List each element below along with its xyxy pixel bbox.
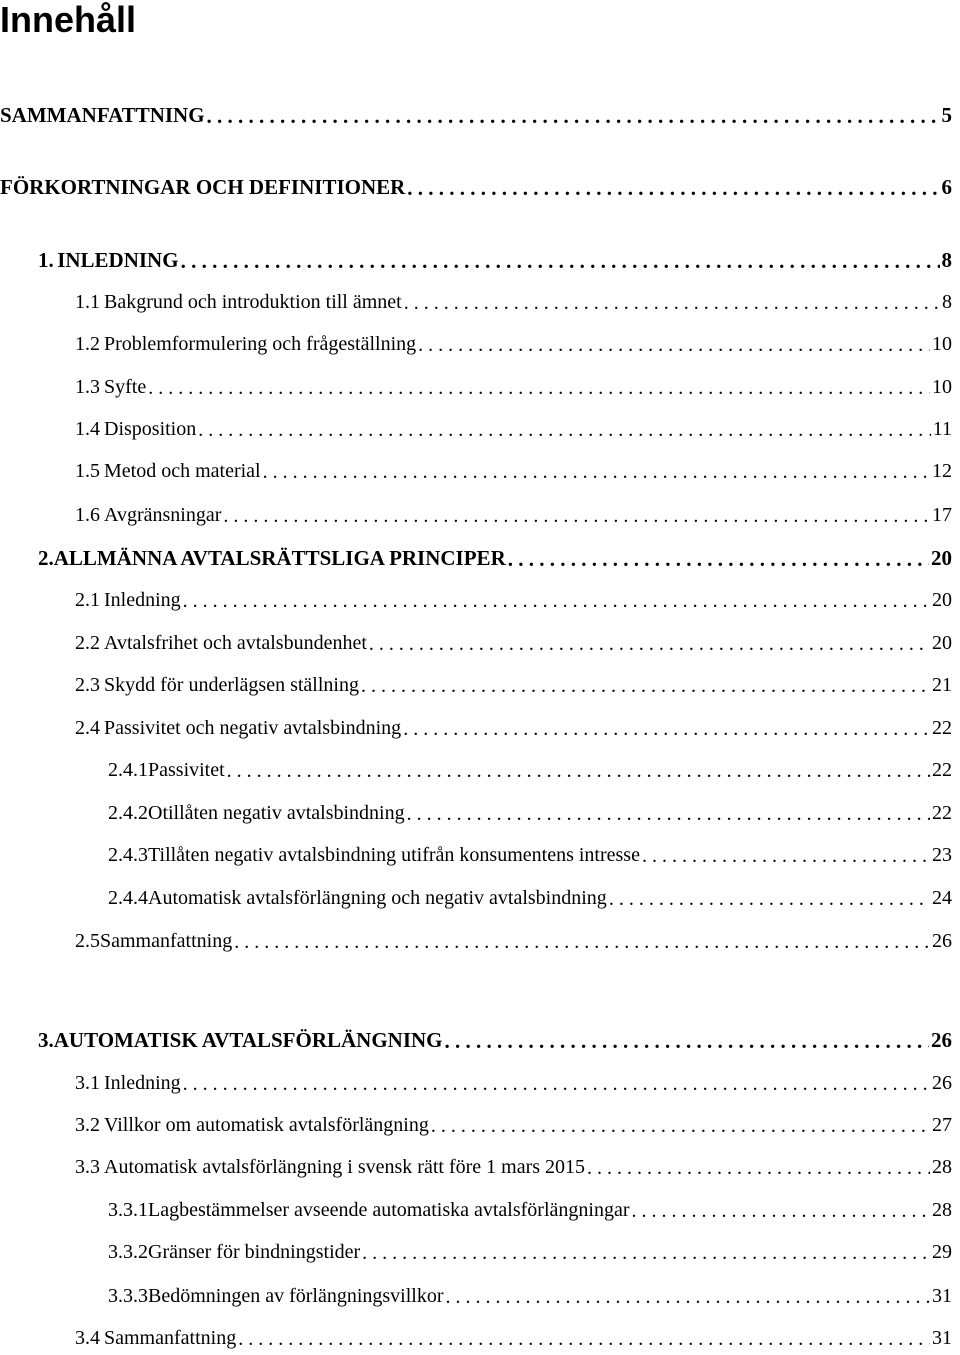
dot-leader bbox=[407, 177, 939, 199]
toc-entry-number: 3.1 bbox=[75, 1072, 100, 1094]
dot-leader bbox=[183, 1073, 930, 1095]
toc-entry-number: 1.2 bbox=[75, 333, 100, 355]
toc-entry[interactable] bbox=[108, 795, 952, 825]
dot-leader bbox=[207, 105, 940, 127]
toc-entry-number: 3.3.2 bbox=[108, 1241, 148, 1263]
toc-entry-page: 17 bbox=[932, 504, 952, 526]
toc-entry[interactable] bbox=[75, 411, 952, 441]
dot-leader bbox=[508, 548, 929, 570]
toc-entry-page: 10 bbox=[932, 333, 952, 355]
toc-entry-number: 2.3 bbox=[75, 674, 100, 696]
dot-leader bbox=[403, 718, 930, 740]
toc-entry-label: Gränser för bindningstider bbox=[148, 1241, 361, 1263]
toc-entry-label: Metod och material bbox=[104, 460, 261, 482]
toc-entry[interactable] bbox=[38, 242, 952, 272]
toc-entry-page: 11 bbox=[932, 418, 952, 440]
toc-entry-label: SAMMANFATTNING bbox=[0, 103, 205, 127]
toc-entry-label: ALLMÄNNA AVTALSRÄTTSLIGA PRINCIPER bbox=[53, 546, 506, 570]
dot-leader bbox=[431, 1115, 930, 1137]
toc-entry-number: 2.4 bbox=[75, 717, 100, 739]
toc-entry-number: 1.4 bbox=[75, 418, 100, 440]
toc-entry-page: 28 bbox=[932, 1156, 952, 1178]
toc-entry-page: 26 bbox=[932, 930, 952, 952]
toc-entry[interactable] bbox=[75, 710, 952, 740]
dot-leader bbox=[362, 1242, 930, 1264]
toc-entry[interactable] bbox=[38, 1022, 952, 1052]
toc-entry-page: 20 bbox=[931, 546, 952, 570]
toc-entry-number: 1.5 bbox=[75, 460, 100, 482]
dot-leader bbox=[198, 419, 930, 441]
toc-entry-number: 2.4.4 bbox=[108, 887, 148, 909]
toc-entry-label: Villkor om automatisk avtalsförlängning bbox=[104, 1114, 429, 1136]
toc-entry[interactable] bbox=[75, 326, 952, 356]
toc-entry[interactable] bbox=[75, 369, 952, 399]
toc-entry-page: 6 bbox=[941, 175, 952, 199]
toc-entry-number: 1.6 bbox=[75, 504, 100, 526]
toc-entry-label: Bakgrund och introduktion till ämnet bbox=[104, 291, 402, 313]
dot-leader bbox=[238, 1328, 930, 1350]
dot-leader bbox=[404, 292, 940, 314]
toc-entry[interactable] bbox=[75, 625, 952, 655]
toc-entry-page: 22 bbox=[932, 759, 952, 781]
dot-leader bbox=[609, 888, 930, 910]
toc-entry-number: 3.2 bbox=[75, 1114, 100, 1136]
toc-entry-page: 27 bbox=[932, 1114, 952, 1136]
toc-entry-label: INLEDNING bbox=[57, 248, 179, 272]
dot-leader bbox=[369, 633, 930, 655]
toc-entry-label: Inledning bbox=[104, 589, 181, 611]
toc-entry-label: Syfte bbox=[104, 376, 147, 398]
dot-leader bbox=[227, 760, 930, 782]
toc-entry-number: 2.2 bbox=[75, 632, 100, 654]
dot-leader bbox=[361, 675, 930, 697]
toc-entry-page: 8 bbox=[942, 291, 952, 313]
toc-entry-number: 3.3.3 bbox=[108, 1285, 148, 1307]
dot-leader bbox=[148, 377, 930, 399]
dot-leader bbox=[181, 250, 940, 272]
toc-entry-label: Sammanfattning bbox=[104, 1327, 237, 1349]
dot-leader bbox=[446, 1286, 930, 1308]
toc-entry[interactable] bbox=[75, 1065, 952, 1095]
toc-entry[interactable] bbox=[0, 169, 952, 199]
toc-entry-page: 20 bbox=[932, 632, 952, 654]
toc-entry[interactable] bbox=[75, 1320, 952, 1350]
toc-entry-page: 28 bbox=[932, 1199, 952, 1221]
toc-entry-label: Automatisk avtalsförlängning och negativ avtalsbindning bbox=[148, 887, 607, 909]
toc-entry-number: 3.4 bbox=[75, 1327, 100, 1349]
toc-entry[interactable] bbox=[108, 1278, 952, 1308]
toc-entry-label: Problemformulering och frågeställning bbox=[104, 333, 417, 355]
dot-leader bbox=[587, 1157, 930, 1179]
toc-entry-label: Disposition bbox=[104, 418, 197, 440]
dot-leader bbox=[445, 1030, 929, 1052]
toc-entry-label: Inledning bbox=[104, 1072, 181, 1094]
dot-leader bbox=[631, 1200, 930, 1222]
toc-entry-label: Sammanfattning bbox=[100, 930, 233, 952]
toc-entry[interactable] bbox=[108, 752, 952, 782]
toc-entry-number: 3.3.1 bbox=[108, 1199, 148, 1221]
toc-entry-label: Otillåten negativ avtalsbindning bbox=[148, 802, 405, 824]
toc-entry-page: 12 bbox=[932, 460, 952, 482]
toc-entry-page: 29 bbox=[932, 1241, 952, 1263]
toc-entry-label: Automatisk avtalsförlängning i svensk rätt före 1 mars 2015 bbox=[104, 1156, 586, 1178]
toc-entry[interactable] bbox=[75, 453, 952, 483]
toc-entry-page: 10 bbox=[932, 376, 952, 398]
toc-entry[interactable] bbox=[75, 582, 952, 612]
toc-entry-label: AUTOMATISK AVTALSFÖRLÄNGNING bbox=[53, 1028, 443, 1052]
toc-entry-page: 8 bbox=[941, 248, 952, 272]
toc-entry-label: Passivitet och negativ avtalsbindning bbox=[104, 717, 402, 739]
toc-entry-number: 1. bbox=[38, 248, 54, 272]
toc-entry-number: 2. bbox=[38, 546, 54, 570]
toc-entry-page: 31 bbox=[932, 1327, 952, 1349]
dot-leader bbox=[418, 334, 930, 356]
toc-entry-label: Avtalsfrihet och avtalsbundenhet bbox=[104, 632, 367, 654]
dot-leader bbox=[234, 931, 930, 953]
dot-leader bbox=[223, 505, 930, 527]
toc-entry[interactable] bbox=[108, 1192, 952, 1222]
toc-entry-label: Passivitet bbox=[148, 759, 225, 781]
toc-entry[interactable] bbox=[108, 837, 952, 867]
toc-entry-page: 24 bbox=[932, 887, 952, 909]
toc-entry-label: Tillåten negativ avtalsbindning utifrån konsumentens intresse bbox=[148, 844, 640, 866]
toc-entry[interactable] bbox=[75, 923, 952, 953]
toc-entry[interactable] bbox=[75, 284, 952, 314]
toc-entry-label: Avgränsningar bbox=[104, 504, 222, 526]
toc-entry-page: 23 bbox=[932, 844, 952, 866]
toc-entry-number: 1.1 bbox=[75, 291, 100, 313]
toc-entry-number: 1.3 bbox=[75, 376, 100, 398]
toc-entry[interactable] bbox=[108, 880, 952, 910]
dot-leader bbox=[263, 461, 930, 483]
toc-entry[interactable] bbox=[75, 497, 952, 527]
toc-entry[interactable] bbox=[38, 540, 952, 570]
toc-entry-number: 2.4.1 bbox=[108, 759, 148, 781]
toc-entry-page: 21 bbox=[932, 674, 952, 696]
toc-entry-label: Bedömningen av förlängningsvillkor bbox=[148, 1285, 444, 1307]
toc-entry-number: 2.5 bbox=[75, 930, 100, 952]
dot-leader bbox=[642, 845, 930, 867]
toc-entry[interactable] bbox=[0, 97, 952, 127]
toc-entry-number: 2.4.2 bbox=[108, 802, 148, 824]
toc-entry-page: 26 bbox=[931, 1028, 952, 1052]
toc-entry-label: Skydd för underlägsen ställning bbox=[104, 674, 359, 696]
toc-entry-number: 2.4.3 bbox=[108, 844, 148, 866]
dot-leader bbox=[407, 803, 930, 825]
toc-entry-label: Lagbestämmelser avseende automatiska avtalsförlängningar bbox=[148, 1199, 630, 1221]
toc-entry[interactable] bbox=[108, 1234, 952, 1264]
toc-entry-number: 3.3 bbox=[75, 1156, 100, 1178]
toc-entry[interactable] bbox=[75, 1107, 952, 1137]
toc-entry-page: 22 bbox=[932, 802, 952, 824]
toc-entry-page: 26 bbox=[932, 1072, 952, 1094]
toc-entry-number: 3. bbox=[38, 1028, 54, 1052]
page-title: Innehåll bbox=[0, 0, 137, 40]
toc-entry-label: FÖRKORTNINGAR OCH DEFINITIONER bbox=[0, 175, 406, 199]
toc-entry[interactable] bbox=[75, 1149, 952, 1179]
toc-entry-page: 31 bbox=[932, 1285, 952, 1307]
toc-entry-page: 20 bbox=[932, 589, 952, 611]
toc-entry-page: 22 bbox=[932, 717, 952, 739]
toc-entry-page: 5 bbox=[941, 103, 952, 127]
dot-leader bbox=[183, 590, 930, 612]
toc-entry[interactable] bbox=[75, 667, 952, 697]
toc-entry-number: 2.1 bbox=[75, 589, 100, 611]
